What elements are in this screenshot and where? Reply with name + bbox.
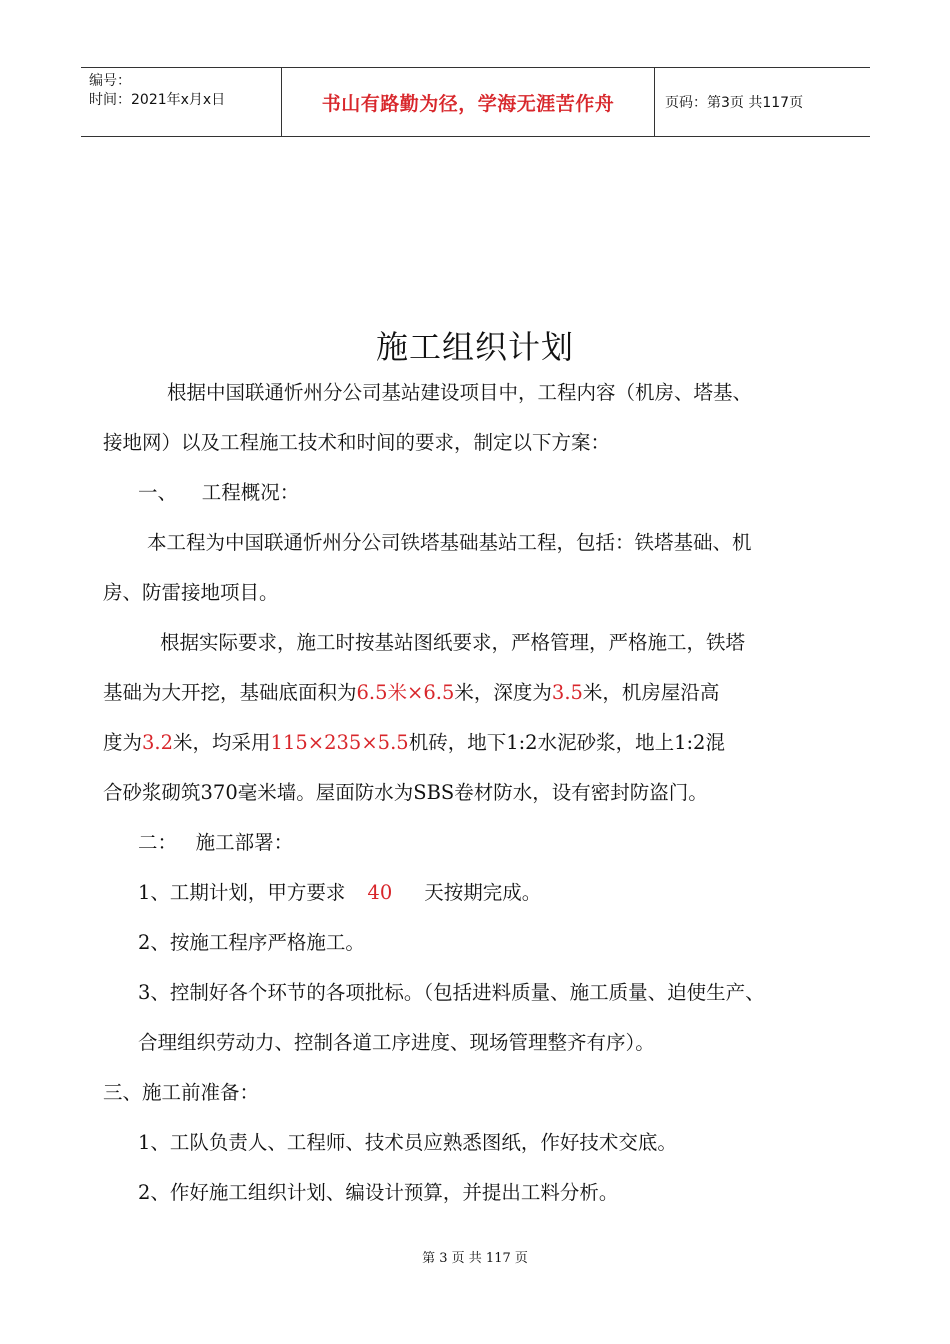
section-2-item-1	[138, 881, 541, 905]
page-footer: 第 3 页 共 117 页	[422, 1251, 528, 1266]
header-page-info: 页码：第3页 共117页	[665, 95, 804, 111]
header-date-label: 时间：2021年x月x日	[89, 92, 226, 108]
header-motto: 书山有路勤为径，学海无涯苦作舟	[282, 68, 655, 136]
section-3-item-1: 1、工队负责人、工程师、技术员应熟悉图纸，作好技术交底。	[138, 1131, 677, 1154]
page-header	[81, 67, 870, 137]
section-1-para-1-line-1: 本工程为中国联通忻州分公司铁塔基础基站工程，包括：铁塔基础、机	[147, 531, 752, 554]
header-meta-cell	[81, 68, 282, 136]
text-segment: 度为	[103, 731, 143, 754]
highlight-duration-days: 40	[367, 881, 393, 904]
section-3-heading: 三、施工前准备：	[103, 1081, 260, 1104]
section-1-para-2-line-2	[103, 681, 719, 705]
highlight-depth: 3.5	[551, 681, 583, 704]
document-title: 施工组织计划	[375, 328, 574, 366]
text-segment: 1、工期计划，甲方要求	[138, 881, 346, 904]
text-segment: 基础为大开挖，基础底面积为	[103, 681, 357, 704]
text-segment: 米，均采用	[173, 731, 271, 754]
intro-line-2: 接地网）以及工程施工技术和时间的要求，制定以下方案：	[103, 431, 611, 454]
section-1-para-2-line-1: 根据实际要求，施工时按基站图纸要求，严格管理，严格施工，铁塔	[160, 631, 746, 654]
highlight-height: 3.2	[142, 731, 174, 754]
highlight-brick-size: 115×235×5.5	[270, 731, 409, 754]
section-1-heading: 一、 工程概况：	[138, 481, 300, 504]
section-1-para-2-line-3	[103, 731, 725, 755]
text-segment: 机砖，地下1:2水泥砂浆，地上1:2混	[408, 731, 725, 754]
text-segment: 米，机房屋沿高	[582, 681, 720, 704]
section-2-item-2: 2、按施工程序严格施工。	[138, 931, 365, 954]
section-1-para-2-line-4: 合砂浆砌筑370毫米墙。屋面防水为SBS卷材防水，设有密封防盗门。	[103, 781, 708, 804]
text-segment: 米，深度为	[454, 681, 552, 704]
text-segment: 天按期完成。	[424, 881, 542, 904]
section-2-item-3-line-1: 3、控制好各个环节的各项批标。（包括进料质量、施工质量、迫使生产、	[138, 981, 765, 1004]
intro-line-1: 根据中国联通忻州分公司基站建设项目中，工程内容（机房、塔基、	[167, 381, 753, 404]
section-1-para-1-line-2: 房、防雷接地项目。	[103, 581, 279, 604]
header-number-label: 编号：	[89, 73, 131, 89]
highlight-dimension-area: 6.5米×6.5	[356, 681, 455, 704]
section-2-item-3-line-2: 合理组织劳动力、控制各道工序进度、现场管理整齐有序）。	[138, 1031, 655, 1054]
section-3-item-2: 2、作好施工组织计划、编设计预算，并提出工料分析。	[138, 1181, 619, 1204]
section-2-heading: 二： 施工部署：	[138, 831, 294, 854]
